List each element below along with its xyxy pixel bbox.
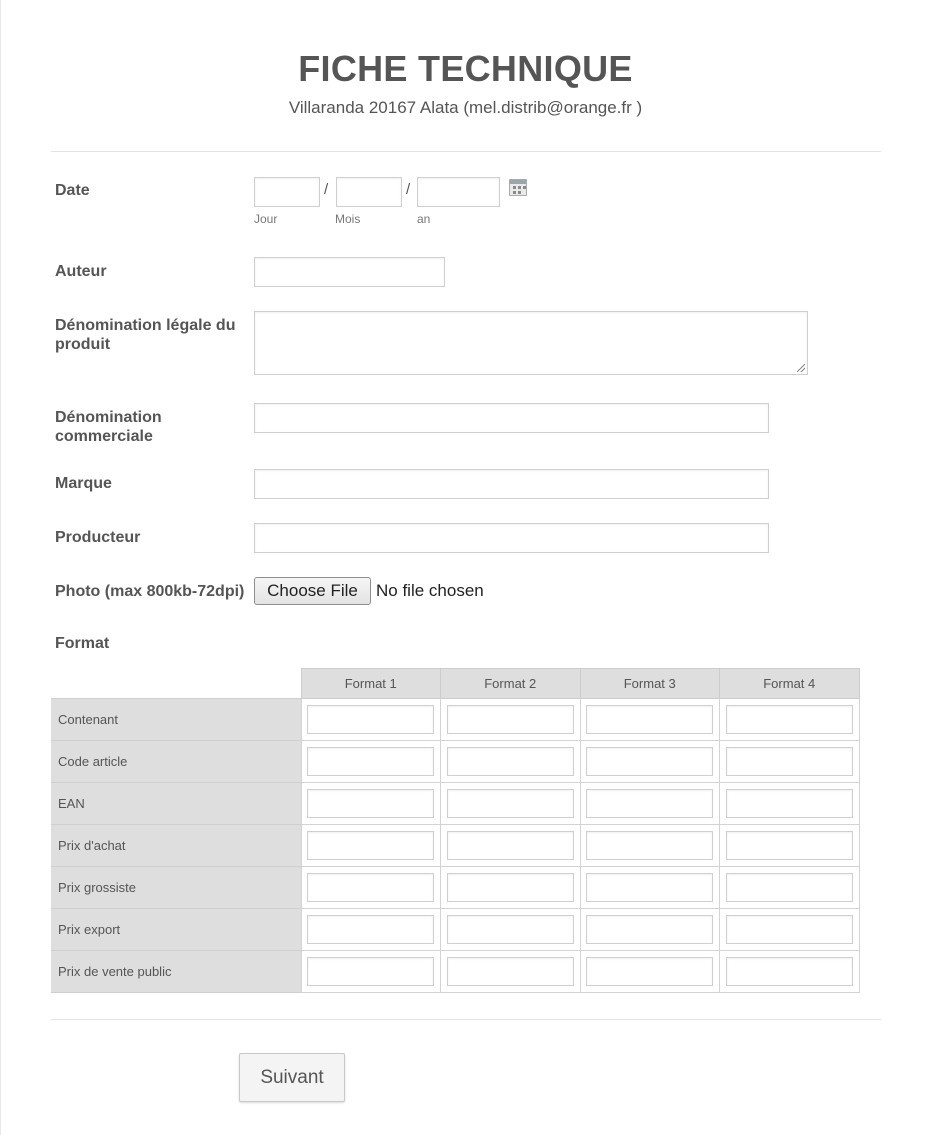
table-row bbox=[51, 867, 859, 909]
commercial-name-input[interactable] bbox=[254, 403, 769, 433]
matrix-cell-input[interactable] bbox=[726, 747, 853, 776]
form-header bbox=[1, 0, 930, 118]
year-input[interactable] bbox=[417, 177, 500, 207]
matrix-cell-input[interactable] bbox=[307, 873, 434, 902]
table-row bbox=[51, 909, 859, 951]
calendar-icon[interactable] bbox=[509, 179, 527, 196]
matrix-cell-input[interactable] bbox=[447, 957, 574, 986]
day-input[interactable] bbox=[254, 177, 320, 207]
matrix-cell-input[interactable] bbox=[307, 831, 434, 860]
table-row bbox=[51, 825, 859, 867]
month-sublabel: Mois bbox=[335, 212, 361, 226]
commercial-name-label-line1: Dénomination bbox=[55, 409, 162, 426]
matrix-cell-input[interactable] bbox=[447, 789, 574, 818]
producer-label: Producteur bbox=[55, 529, 141, 546]
choose-file-button[interactable]: Choose File bbox=[254, 577, 371, 605]
table-row bbox=[51, 951, 859, 993]
legal-name-textarea[interactable] bbox=[254, 311, 808, 375]
matrix-cell-input[interactable] bbox=[447, 705, 574, 734]
page-title: FICHE TECHNIQUE bbox=[298, 48, 633, 89]
legal-name-label bbox=[55, 316, 235, 354]
matrix-cell-input[interactable] bbox=[447, 747, 574, 776]
row-label: Contenant bbox=[51, 699, 301, 741]
matrix-cell-input[interactable] bbox=[586, 957, 713, 986]
footer-divider bbox=[51, 1019, 881, 1020]
file-status: No file chosen bbox=[376, 581, 484, 600]
date-separator: / bbox=[324, 181, 329, 198]
row-label: Prix grossiste bbox=[51, 867, 301, 909]
column-header: Format 4 bbox=[720, 669, 860, 699]
header-divider bbox=[51, 151, 881, 152]
matrix-cell-input[interactable] bbox=[726, 957, 853, 986]
row-label: Prix d'achat bbox=[51, 825, 301, 867]
author-input[interactable] bbox=[254, 257, 445, 287]
matrix-cell-input[interactable] bbox=[307, 957, 434, 986]
matrix-cell-input[interactable] bbox=[447, 873, 574, 902]
row-label: EAN bbox=[51, 783, 301, 825]
row-label: Prix de vente public bbox=[51, 951, 301, 993]
author-label: Auteur bbox=[55, 263, 107, 280]
matrix-cell-input[interactable] bbox=[307, 915, 434, 944]
column-header: Format 1 bbox=[301, 669, 441, 699]
month-input[interactable] bbox=[336, 177, 402, 207]
matrix-cell-input[interactable] bbox=[586, 873, 713, 902]
matrix-cell-input[interactable] bbox=[307, 747, 434, 776]
matrix-cell-input[interactable] bbox=[586, 789, 713, 818]
resize-grip-icon[interactable] bbox=[797, 364, 805, 372]
matrix-cell-input[interactable] bbox=[447, 831, 574, 860]
matrix-cell-input[interactable] bbox=[586, 747, 713, 776]
matrix-cell-input[interactable] bbox=[726, 789, 853, 818]
matrix-corner bbox=[51, 669, 301, 699]
next-button[interactable]: Suivant bbox=[239, 1053, 345, 1102]
legal-name-label-line2: produit bbox=[55, 336, 111, 353]
table-row bbox=[51, 783, 859, 825]
brand-input[interactable] bbox=[254, 469, 769, 499]
row-label: Code article bbox=[51, 741, 301, 783]
matrix-cell-input[interactable] bbox=[726, 831, 853, 860]
table-row bbox=[51, 699, 859, 741]
column-header: Format 2 bbox=[441, 669, 581, 699]
matrix-cell-input[interactable] bbox=[586, 831, 713, 860]
row-label: Prix export bbox=[51, 909, 301, 951]
column-header: Format 3 bbox=[580, 669, 720, 699]
producer-input[interactable] bbox=[254, 523, 769, 553]
format-matrix bbox=[51, 668, 860, 993]
commercial-name-label-line2: commerciale bbox=[55, 428, 153, 445]
photo-label: Photo (max 800kb-72dpi) bbox=[55, 583, 245, 600]
matrix-cell-input[interactable] bbox=[586, 705, 713, 734]
matrix-cell-input[interactable] bbox=[586, 915, 713, 944]
commercial-name-label bbox=[55, 408, 162, 446]
matrix-cell-input[interactable] bbox=[726, 915, 853, 944]
year-sublabel: an bbox=[417, 212, 431, 226]
table-row bbox=[51, 741, 859, 783]
legal-name-label-line1: Dénomination légale du bbox=[55, 317, 236, 334]
brand-label: Marque bbox=[55, 475, 112, 492]
matrix-cell-input[interactable] bbox=[307, 789, 434, 818]
date-label: Date bbox=[55, 182, 90, 199]
page-subtitle: Villaranda 20167 Alata (mel.distrib@orange.fr ) bbox=[288, 98, 643, 117]
matrix-cell-input[interactable] bbox=[726, 873, 853, 902]
format-label: Format bbox=[55, 635, 110, 652]
day-sublabel: Jour bbox=[254, 212, 278, 226]
matrix-cell-input[interactable] bbox=[447, 915, 574, 944]
date-separator: / bbox=[406, 181, 411, 198]
matrix-cell-input[interactable] bbox=[726, 705, 853, 734]
matrix-cell-input[interactable] bbox=[307, 705, 434, 734]
